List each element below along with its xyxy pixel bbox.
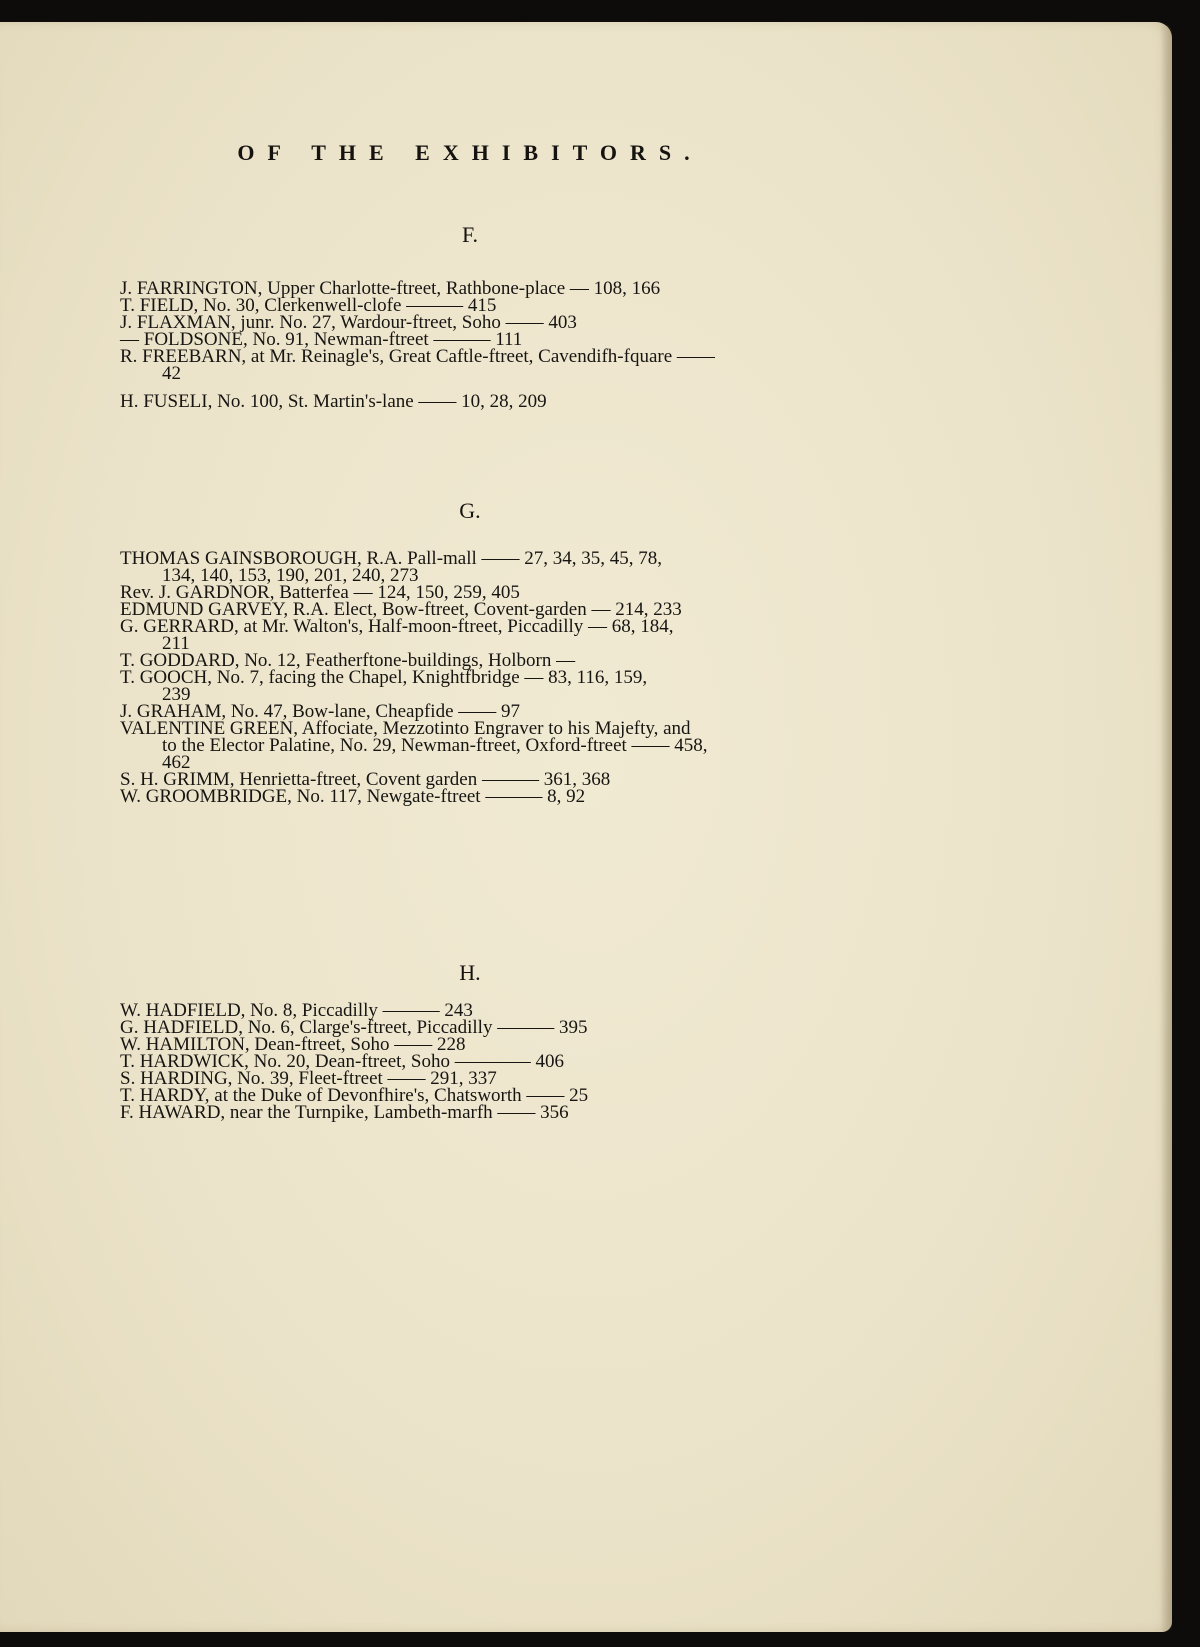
list-item: H. FUSELI, No. 100, St. Martin's-lane —— 10, 28, 209	[120, 391, 547, 412]
section-letter-f: F.	[462, 222, 478, 247]
list-item-continuation: 134, 140, 153, 190, 201, 240, 273	[162, 565, 419, 586]
list-item: T. HARDY, at the Duke of Devonfhire's, Chatsworth —— 25	[120, 1085, 589, 1106]
list-item: T. GOOCH, No. 7, facing the Chapel, Knightfbridge — 83, 116, 159,	[120, 667, 648, 688]
list-item: T. HARDWICK, No. 20, Dean-ftreet, Soho ———— 406	[120, 1051, 564, 1072]
list-item: S. H. GRIMM, Henrietta-ftreet, Covent garden ——— 361, 368	[120, 769, 611, 790]
list-item: J. FLAXMAN, junr. No. 27, Wardour-ftreet, Soho —— 403	[120, 312, 577, 333]
list-item: W. GROOMBRIDGE, No. 117, Newgate-ftreet ——— 8, 92	[120, 786, 586, 807]
list-item-continuation: 42	[162, 363, 181, 384]
page-edge	[1160, 22, 1172, 1632]
list-item: G. HADFIELD, No. 6, Clarge's-ftreet, Piccadilly ——— 395	[120, 1017, 588, 1038]
list-item: T. FIELD, No. 30, Clerkenwell-clofe ——— 415	[120, 295, 497, 316]
book-page	[0, 22, 1172, 1632]
list-item: EDMUND GARVEY, R.A. Elect, Bow-ftreet, Covent-garden — 214, 233	[120, 599, 682, 620]
list-item: Rev. J. GARDNOR, Batterfea — 124, 150, 259, 405	[120, 582, 520, 603]
page-header: OF THE EXHIBITORS.	[237, 140, 703, 165]
section-letter-h: H.	[459, 960, 481, 985]
list-item: F. HAWARD, near the Turnpike, Lambeth-marfh —— 356	[120, 1102, 569, 1123]
list-item: W. HADFIELD, No. 8, Piccadilly ——— 243	[120, 1000, 473, 1021]
list-item: W. HAMILTON, Dean-ftreet, Soho —— 228	[120, 1034, 466, 1055]
list-item: T. GODDARD, No. 12, Featherftone-buildings, Holborn —	[120, 650, 576, 671]
section-letter-g: G.	[459, 498, 481, 523]
list-item: S. HARDING, No. 39, Fleet-ftreet —— 291, 337	[120, 1068, 497, 1089]
list-item-continuation: 462	[162, 752, 191, 773]
section-h	[120, 1002, 830, 1121]
list-item: — FOLDSONE, No. 91, Newman-ftreet ——— 111	[120, 329, 523, 350]
list-item-continuation: 211	[162, 633, 190, 654]
list-item: VALENTINE GREEN, Affociate, Mezzotinto Engraver to his Majefty, and	[120, 718, 691, 739]
list-item: THOMAS GAINSBOROUGH, R.A. Pall-mall —— 27, 34, 35, 45, 78,	[120, 548, 663, 569]
list-item: J. FARRINGTON, Upper Charlotte-ftreet, Rathbone-place — 108, 166	[120, 278, 661, 299]
list-item: R. FREEBARN, at Mr. Reinagle's, Great Caftle-ftreet, Cavendifh-fquare ——	[120, 346, 715, 367]
list-item-continuation: to the Elector Palatine, No. 29, Newman-ftreet, Oxford-ftreet —— 458,	[162, 735, 708, 756]
list-item-continuation: 239	[162, 684, 191, 705]
list-item: G. GERRARD, at Mr. Walton's, Half-moon-ftreet, Piccadilly — 68, 184,	[120, 616, 674, 637]
list-item: J. GRAHAM, No. 47, Bow-lane, Cheapfide —— 97	[120, 701, 521, 722]
section-g	[120, 550, 830, 805]
section-f	[120, 280, 830, 410]
